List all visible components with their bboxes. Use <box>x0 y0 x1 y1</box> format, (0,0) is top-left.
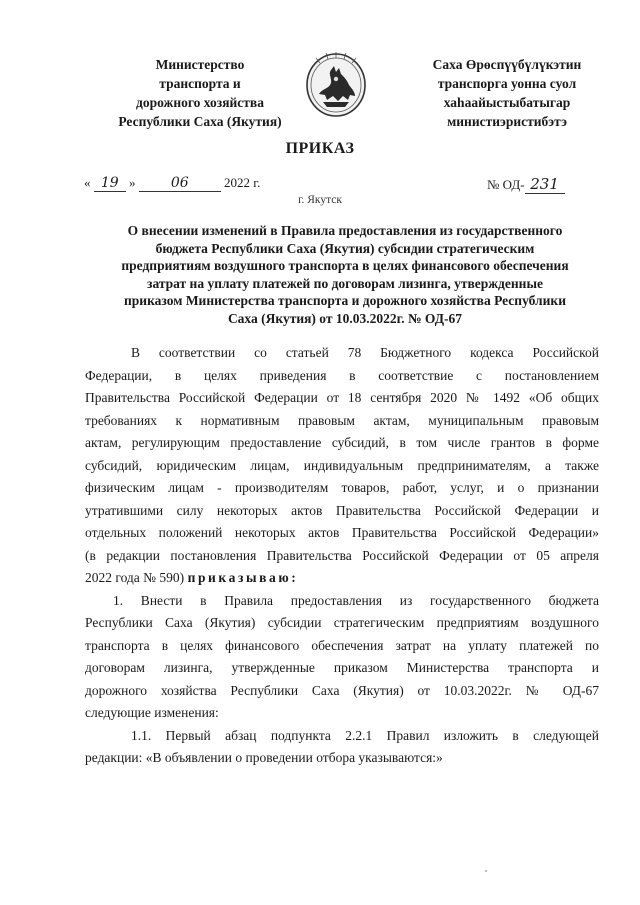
body-line: В соответствии со статьей 78 Бюджетного кодекса Российской <box>131 345 599 360</box>
body-line: (в редакции постановления Правительства Российской Федерации от 05 апреля <box>85 547 599 563</box>
subject-line: бюджета Республики Саха (Якутия) субсидии стратегическим <box>155 240 535 256</box>
date-close-quote: » <box>129 175 136 190</box>
order-subject <box>88 222 602 327</box>
order-number <box>487 175 565 194</box>
coat-of-arms-emblem-icon <box>305 52 367 118</box>
body-line: физическим лицам - производителям товаров, работ, услуг, и о признании <box>85 480 599 495</box>
body-line: отдельных положений некоторых актов Правительства Российской Федерации» <box>85 525 599 540</box>
body-line: редакции: «В объявлении о проведении отбора указываются:» <box>85 750 443 765</box>
subject-line: затрат на уплату платежей по договорам лизинга, утвержденные <box>147 275 543 291</box>
body-line: субсидий, юридическим лицам, индивидуальным предпринимателям, а также <box>85 457 599 473</box>
subject-line: Саха (Якутия) от 10.03.2022г. № ОД-67 <box>227 310 463 326</box>
ministry-line: транспорта и <box>159 76 241 91</box>
date-day: 19 <box>94 175 126 192</box>
ministry-line: Министерство <box>155 57 245 72</box>
body-line: Республики Саха (Якутия) субсидии стратегическим предприятиям воздушного <box>85 615 599 630</box>
order-number-label: № ОД- <box>487 177 525 192</box>
body-text: 2022 года № 590) <box>85 570 185 585</box>
ministry-line: Саха Өрөспүүбүлүкэтин <box>432 57 582 72</box>
ministry-line: дорожного хозяйства <box>136 95 264 110</box>
body-line: требованиях к нормативным правовым актам, муниципальным правовым <box>85 412 599 428</box>
ministry-line: транспорга уонна суол <box>437 76 577 91</box>
body-line: транспорта в целях финансового обеспечения затрат на уплату платежей по <box>85 637 599 653</box>
body-line: утратившими силу некоторых актов Правительства Российской Федерации и <box>85 502 599 518</box>
ministry-line: министиэристибэтэ <box>447 114 567 129</box>
subject-line: предприятиям воздушного транспорта в целях финансового обеспечения <box>121 258 569 273</box>
date-year: 2022 г. <box>224 175 261 190</box>
document-title: ПРИКАЗ <box>285 140 355 157</box>
order-word: приказываю: <box>187 570 299 585</box>
body-line: 1.1. Первый абзац подпункта 2.2.1 Правил изложить в следующей <box>131 727 599 743</box>
date-month: 06 <box>139 175 221 192</box>
ministry-name-russian <box>95 55 305 131</box>
subject-line: О внесении изменений в Правила предоставления из государственного <box>127 223 563 238</box>
body-line: 1. Внести в Правила предоставления из государственного бюджета <box>113 592 599 608</box>
scan-dot <box>485 870 487 872</box>
order-body <box>85 342 599 770</box>
subject-line: приказом Министерства транспорта и дорожного хозяйства Республики <box>124 293 566 308</box>
body-line: следующие изменения: <box>85 705 219 720</box>
order-number-value: 231 <box>525 175 565 194</box>
ministry-name-yakut <box>398 55 616 131</box>
body-line: Правительства Российской Федерации от 18 сентября 2020 № 1492 «Об общих <box>85 390 599 405</box>
body-line-with-order-word <box>85 567 599 590</box>
ministry-line: хаһаайыстыбатыгар <box>443 95 571 110</box>
body-line: Федерации, в целях приведения в соответствие с постановлением <box>85 367 599 383</box>
order-date <box>84 175 260 192</box>
body-line: дорожного хозяйства Республики Саха (Якутия) от 10.03.2022г. № ОД-67 <box>85 682 599 698</box>
date-open-quote: « <box>84 175 91 190</box>
city-label: г. Якутск <box>298 194 342 206</box>
ministry-line: Республики Саха (Якутия) <box>118 114 282 129</box>
body-line: актам, регулирующим предоставление субсидий, в том числе грантов в форме <box>85 435 599 450</box>
body-line: договорам лизинга, утвержденные приказом Министерства транспорта и <box>85 660 599 675</box>
